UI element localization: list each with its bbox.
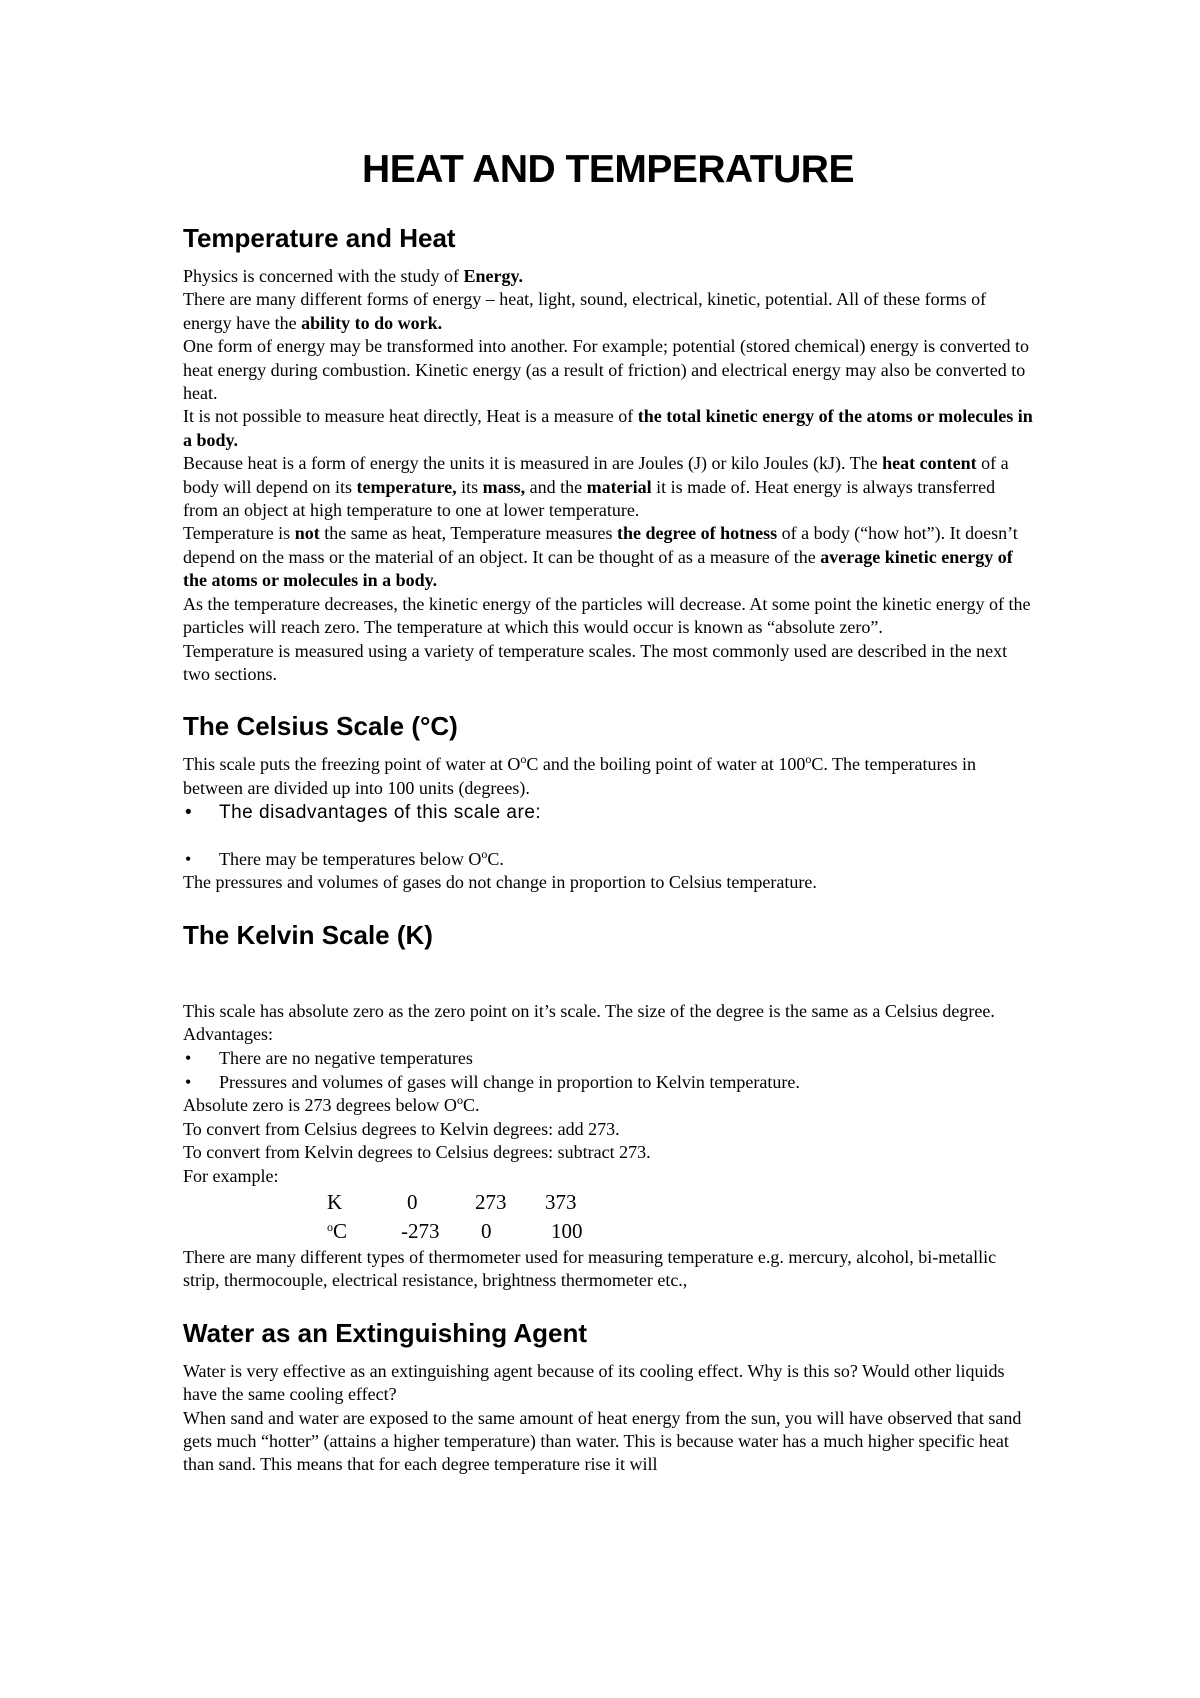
bold-text: not: [294, 523, 320, 544]
degree-sign: o: [481, 847, 488, 862]
text: it is made of. Heat energy is always transferred from an object at high temperature to one at lower temperature.: [183, 476, 996, 521]
list-item-text: There are no negative temperatures: [219, 1048, 473, 1069]
conversion-row-celsius: [183, 1217, 1033, 1246]
table-cell: 0: [481, 1218, 492, 1243]
text: C.: [462, 1095, 480, 1116]
text: of a body (“how hot”). It doesn’t depend on the mass or the material of an object. It can be thought of as a measure of the: [183, 523, 1018, 567]
paragraph: As the temperature decreases, the kinetic energy of the particles will decrease. At some point the kinetic energy of the particles will reach zero. The temperature at which this would occur is known as “absolute zero”.: [183, 593, 1031, 638]
list-item-text: C.: [487, 849, 504, 870]
text: Absolute zero is 273 degrees below O: [183, 1095, 457, 1116]
bold-text: the total kinetic energy of the atoms or molecules in a body.: [183, 406, 1033, 450]
degree-sign: o: [456, 1093, 463, 1108]
paragraph: Temperature is measured using a variety of temperature scales. The most commonly used are described in the next two sections.: [183, 640, 1008, 684]
paragraph: [183, 405, 1033, 452]
bold-text: heat content: [882, 453, 977, 474]
paragraph: [183, 265, 1033, 288]
list-item-text: There may be temperatures below O: [219, 849, 482, 870]
text: It is not possible to measure heat directly, Heat is a measure of: [183, 406, 638, 427]
bullet-icon: •: [185, 1048, 192, 1069]
paragraph: To convert from Celsius degrees to Kelvin degrees: add 273.: [183, 1118, 620, 1139]
degree-sign: o: [520, 752, 527, 767]
table-cell: 0: [407, 1189, 418, 1214]
paragraph: To convert from Kelvin degrees to Celsius degrees: subtract 273.: [183, 1142, 651, 1163]
text: C. The temperatures in between are divided up into 100 units (degrees).: [183, 754, 976, 798]
page-title: HEAT AND TEMPERATURE: [362, 148, 854, 191]
table-cell: -273: [401, 1218, 440, 1243]
paragraph: Advantages:: [183, 1023, 273, 1044]
text: Physics is concerned with the study of: [183, 266, 464, 286]
paragraph: There are many different types of thermometer used for measuring temperature e.g. mercury, alcohol, bi-metallic strip, thermocouple, electrical resistance, brightness thermometer etc.,: [183, 1246, 997, 1291]
text: and the: [525, 476, 587, 497]
paragraph: One form of energy may be transformed into another. For example; potential (stored chemical) energy is converted to heat energy during combustion. Kinetic energy (as a result of friction) and electrical energy may also be converted to heat.: [183, 336, 1030, 404]
paragraph: [183, 753, 1033, 800]
table-cell: 373: [545, 1189, 577, 1214]
degree-sign: o: [327, 1219, 333, 1234]
list-item: [183, 847, 1033, 871]
list-item-text: Pressures and volumes of gases will change in proportion to Kelvin temperature.: [219, 1072, 800, 1093]
section-heading-kelvin-scale: The Kelvin Scale (K): [183, 919, 433, 950]
text: C and the boiling point of water at 100: [526, 754, 806, 775]
bold-text: Energy.: [463, 266, 523, 286]
paragraph: [183, 452, 1033, 522]
paragraph: The pressures and volumes of gases do not change in proportion to Celsius temperature.: [183, 872, 817, 893]
table-cell: [327, 1217, 347, 1246]
paragraph: When sand and water are exposed to the same amount of heat energy from the sun, you will have observed that sand gets much “hotter” (attains a higher temperature) than water. This is because water has a much higher specific heat than sand. This means that for each degree temperature rise it will: [183, 1407, 1022, 1475]
document-content: [183, 140, 1033, 1477]
section-heading-water-extinguishing-agent: Water as an Extinguishing Agent: [183, 1317, 588, 1348]
list-item: [183, 1070, 1033, 1094]
table-cell-text: C: [333, 1218, 348, 1243]
text: of a body will depend on its: [183, 453, 1009, 497]
bold-text: mass,: [482, 476, 526, 497]
bullet-icon: •: [185, 802, 193, 824]
paragraph: This scale has absolute zero as the zero point on it’s scale. The size of the degree is the same as a Celsius degree.: [183, 1000, 995, 1021]
bold-text: average kinetic energy of the atoms or molecules in a body.: [183, 546, 1013, 591]
paragraph: Water is very effective as an extinguishing agent because of its cooling effect. Why is this so? Would other liquids have the same cooling effect?: [183, 1360, 1005, 1405]
bold-text: the degree of hotness: [617, 523, 778, 544]
text: Temperature is: [183, 523, 295, 544]
text: the same as heat, Temperature measures: [319, 523, 617, 544]
table-cell: 273: [475, 1189, 507, 1214]
bold-text: temperature,: [356, 476, 457, 497]
list-item-text: The disadvantages of this scale are:: [219, 802, 542, 824]
conversion-row-kelvin: [183, 1188, 1033, 1217]
degree-sign: o: [805, 752, 812, 767]
section-heading-temperature-and-heat: Temperature and Heat: [183, 223, 456, 253]
bullet-icon: •: [185, 849, 192, 870]
paragraph: [183, 1094, 1033, 1117]
bold-text: material: [586, 476, 652, 497]
paragraph: For example:: [183, 1165, 279, 1186]
text: This scale puts the freezing point of water at O: [183, 754, 521, 775]
table-cell: 100: [551, 1218, 583, 1243]
section-heading-celsius-scale: The Celsius Scale (°C): [183, 711, 458, 742]
paragraph: [183, 522, 1033, 592]
text: Because heat is a form of energy the units it is measured in are Joules (J) or kilo Joules (kJ). The: [183, 453, 883, 474]
bold-text: ability to do work.: [301, 312, 443, 333]
text: its: [456, 476, 483, 497]
list-item: [183, 800, 1033, 826]
text: There are many different forms of energy – heat, light, sound, electrical, kinetic, potential. All of these forms of energy have the: [183, 289, 987, 333]
paragraph: [183, 288, 1033, 335]
bullet-icon: •: [185, 1072, 192, 1093]
list-item: [183, 1046, 1033, 1070]
table-cell: K: [327, 1189, 343, 1214]
